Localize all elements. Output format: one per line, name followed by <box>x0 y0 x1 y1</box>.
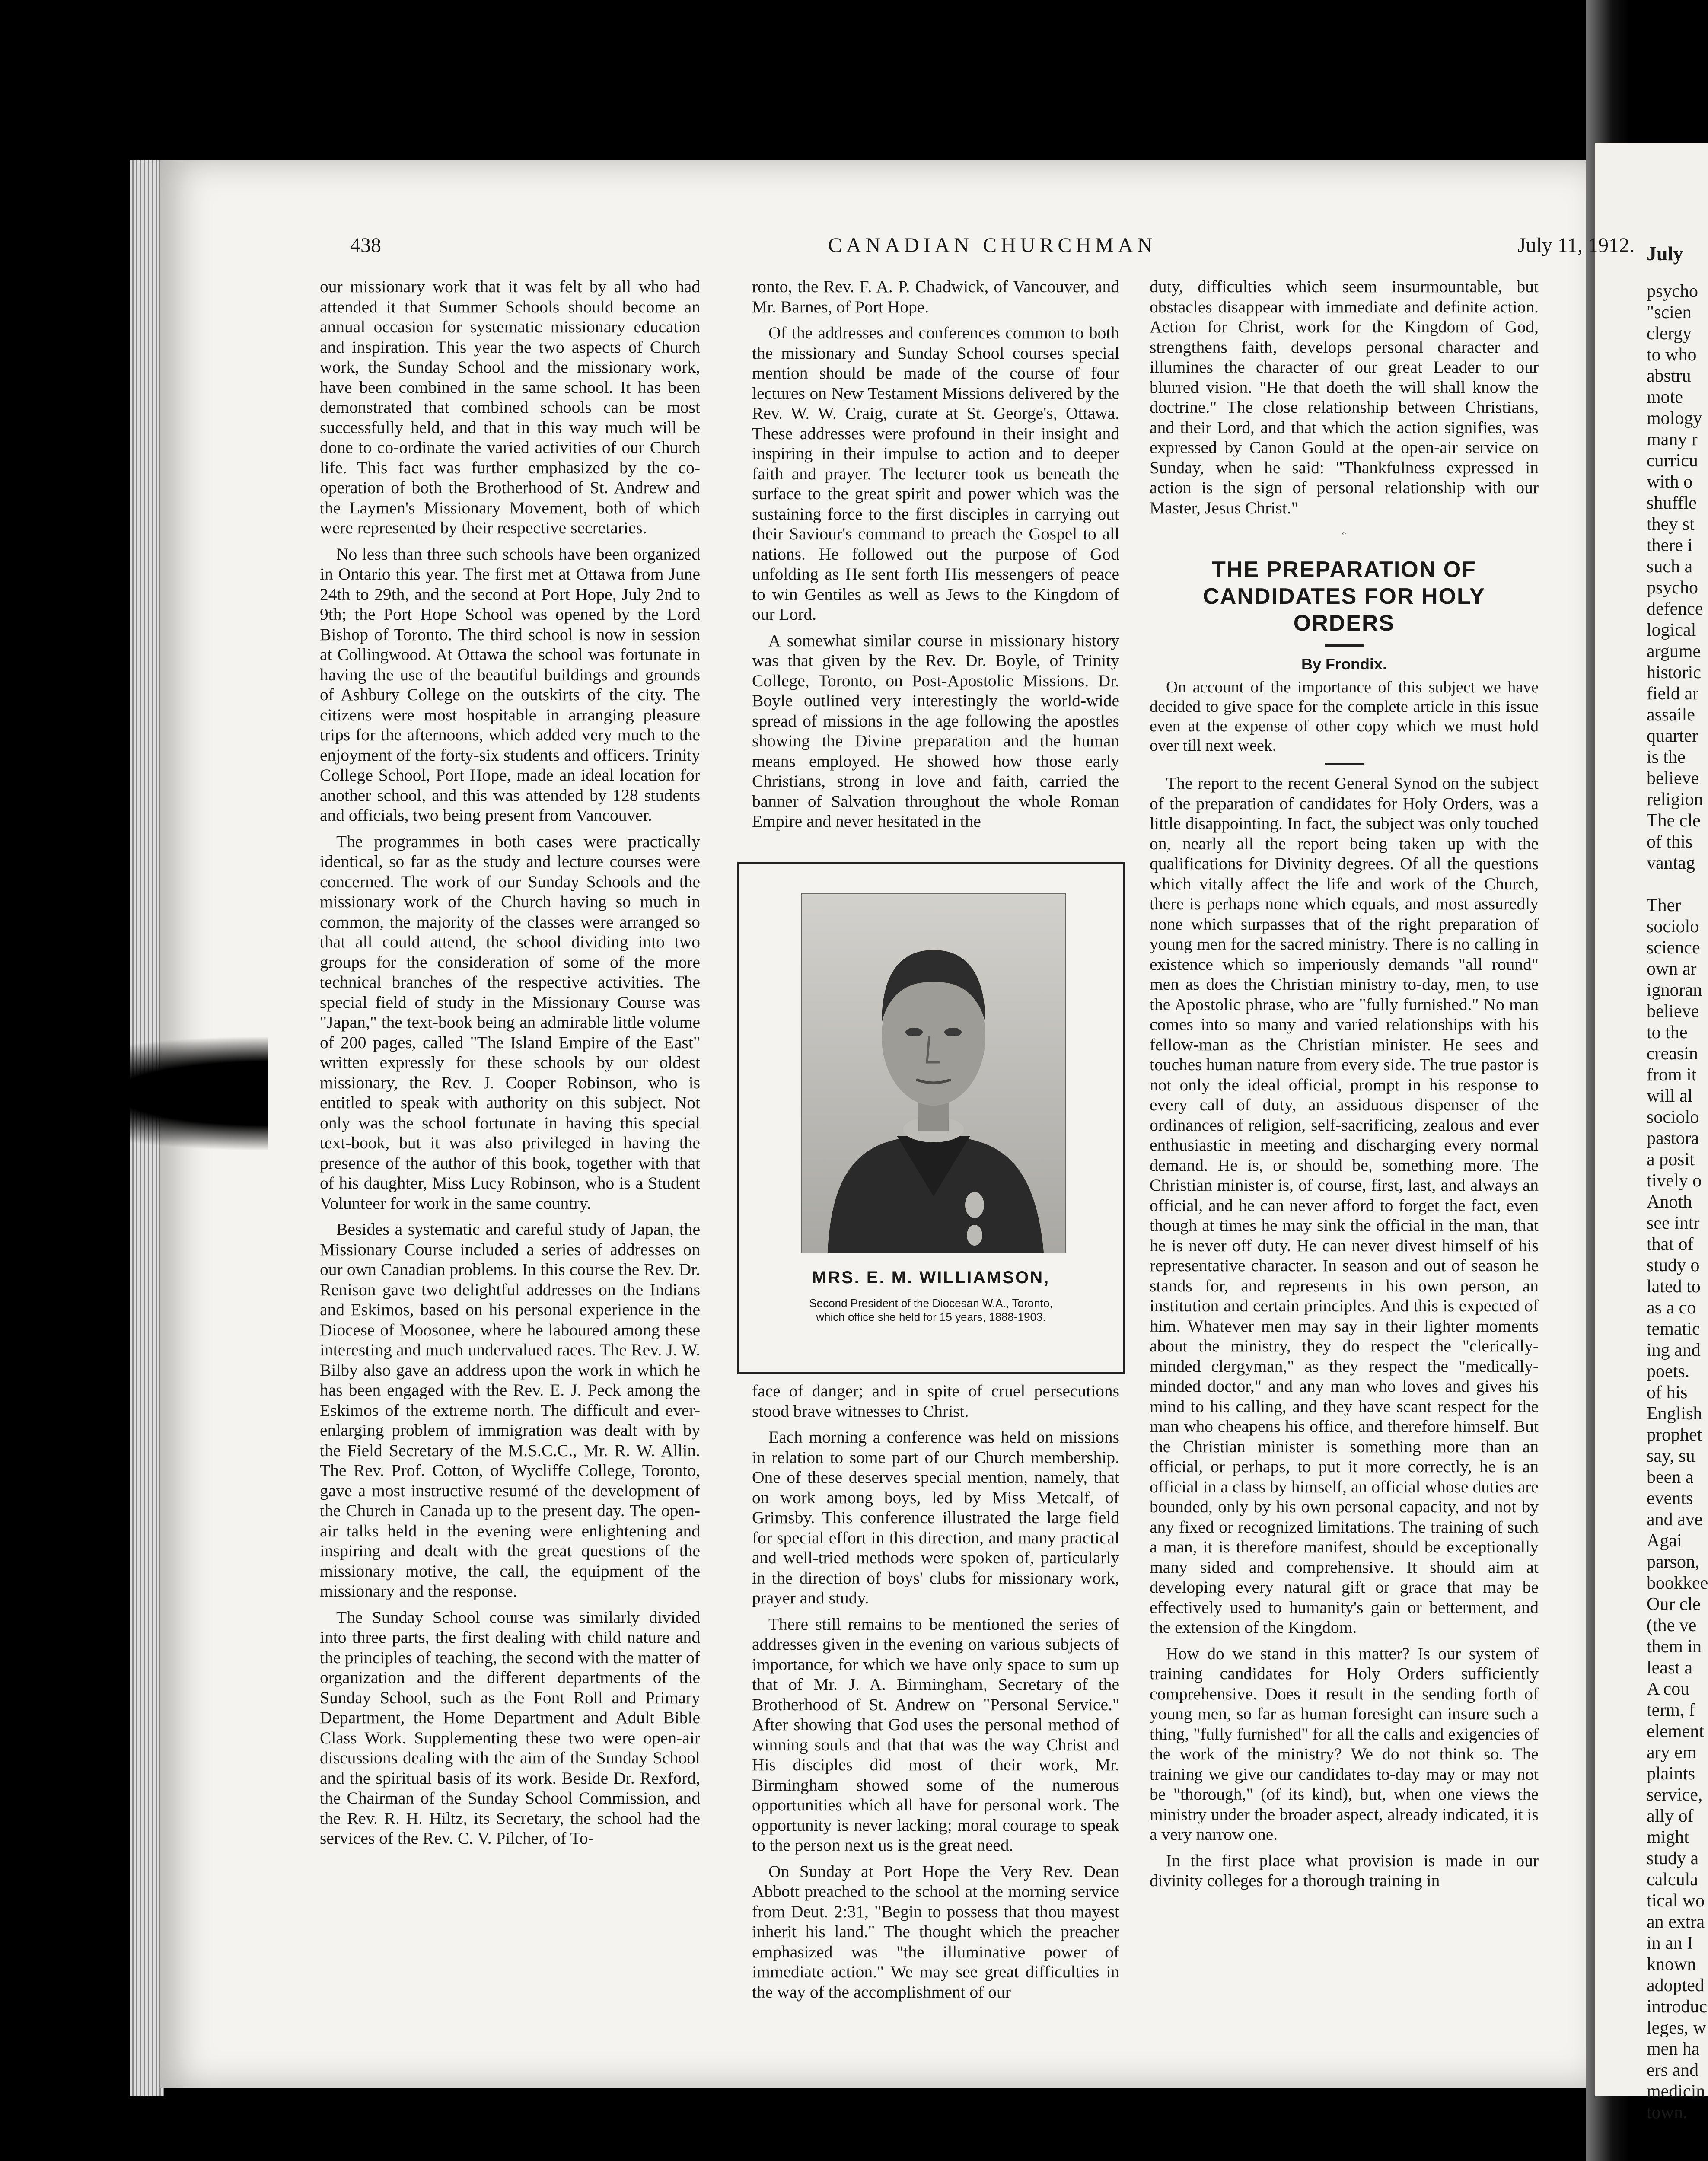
column-2 <box>752 277 1119 832</box>
paragraph: Each morning a conference was held on missions in relation to some part of our Church membership. One of these deserves special mention, namely, that on work among boys, led by Miss Metcalf, of Grimsby. This conference illustrated the large field for special effort in this direction, and many practical and well-tried methods were spoken of, particularly in the direction of boys' clubs for missionary work, prayer and study. <box>752 1428 1119 1607</box>
portrait-photo <box>801 893 1066 1253</box>
editor-note: On account of the importance of this subject we have decided to give space for the complete article in this issue even at the expense of other copy which we must hold over till next week. <box>1150 678 1539 755</box>
paragraph: Of the addresses and conferences common to both the missionary and Sunday School courses special mention should be made of the course of four lectures on New Testament Missions delivered by the Rev. W. W. Craig, curate at St. George's, Ottawa. These addresses were profound in their insight and inspiring in their impulse to action and to deeper faith and prayer. The lecturer took us beneath the surface to the great spirit and power which was the sustaining force to the first disciples in carrying out their Saviour's command to preach the Gospel to all nations. He followed out the purpose of God unfolding as He sent forth His messengers of peace to win Gentiles as well as Jews to the Kingdom of our Lord. <box>752 323 1119 624</box>
column-2-continued <box>752 1381 1119 2002</box>
paragraph: Besides a systematic and careful study of Japan, the Missionary Course included a series of addresses on our own Canadian problems. In this course the Rev. Dr. Renison gave two delightful addresses on the Indians and Eskimos, based on his personal experience in the Diocese of Moosonee, where he laboured among these interesting and much undervalued races. The Rev. J. W. Bilby also gave an address upon the work in which he has been engaged with the Rev. E. J. Peck among the Eskimos of the extreme north. The difficult and ever-enlarging problem of immigration was dealt with by the Field Secretary of the M.S.C.C., Mr. R. W. Allin. The Rev. Prof. Cotton, of Wycliffe College, Toronto, gave a most instructive resumé of the development of the Church in Canada up to the present day. The open-air talks held in the evening were enlightening and inspiring and dealt with the great questions of the missionary motive, the call, the equipment of the missionary and the response. <box>320 1220 700 1600</box>
ornament: ◦ <box>1342 526 1347 541</box>
caption-line: which office she held for 15 years, 1888-1903. <box>816 1310 1046 1323</box>
byline: By Frondix. <box>1301 655 1387 673</box>
right-page-fragment <box>1595 143 1708 2123</box>
paragraph: duty, difficulties which seem insurmountable, but obstacles disappear with immediate and definite action. Action for Christ, work for the Kingdom of God, strengthens faith, develops personal character and illumines the character of our great Leader to our blurred vision. "He that doeth the will shall know the doctrine." The close relationship between Christians, and their Lord, and that which the action signifies, was expressed by Canon Gould at the open-air service on Sunday, when he said: "Thankfulness expressed in action is the sign of personal relationship with our Master, Jesus Christ." <box>1150 277 1539 517</box>
divider <box>1325 644 1364 647</box>
paragraph: The Sunday School course was similarly divided into three parts, the first dealing with child nature and the principles of teaching, the second with the matter of organization and the different departments of the Sunday School, such as the Font Roll and Primary Department, the Home Department and Adult Bible Class Work. Supplementing these two were open-air discussions dealing with the aim of the Sunday School and the spiritual basis of its work. Beside Dr. Rexford, the Chairman of the Sunday School Commission, and the Rev. R. H. Hiltz, its Secretary, the school had the services of the Rev. C. V. Pilcher, of To- <box>320 1607 700 1848</box>
divider <box>1325 763 1364 765</box>
paragraph: A somewhat similar course in missionary history was that given by the Rev. Dr. Boyle, of Trinity College, Toronto, on Post-Apostolic Missions. Dr. Boyle outlined very interestingly the world-wide spread of missions in the age following the apostles showing the Divine preparation and the human means employed. He showed how those early Christians, strong in love and faith, carried the banner of Salvation throughout the whole Roman Empire and never hesitated in the <box>752 631 1119 831</box>
portrait-figure <box>737 862 1125 1374</box>
paragraph: face of danger; and in spite of cruel persecutions stood brave witnesses to Christ. <box>752 1381 1119 1421</box>
paragraph: our missionary work that it was felt by all who had attended it that Summer Schools should become an annual occasion for systematic missionary education and inspiration. This year the two aspects of Church work, the Sunday School and the missionary work, have been combined in the same school. It has been demonstrated that combined schools can be most successfully held, and that in this way much will be done to co-ordinate the varied activities of our Church life. This fact was further emphasized by the co-operation of both the Brotherhood of St. Andrew and the Laymen's Missionary Movement, both of which were represented by their respective secretaries. <box>320 277 700 537</box>
portrait-caption <box>756 1296 1106 1324</box>
paragraph: The programmes in both cases were practically identical, so far as the study and lecture courses were concerned. The work of our Sunday Schools and the missionary work of the Church having so much in common, the majority of the classes were arranged so that all could attend, the school dividing into two groups for the consideration of some of the more technical branches of the respective activities. The special field of study in the Missionary Course was "Japan," the text-book being an admirable little volume of 200 pages, called "The Island Empire of the East" written expressly for these schools by our oldest missionary, the Rev. J. Cooper Robinson, who is entitled to speak with authority on this subject. Not only was the school fortunate in having this special text-book, but it was also privileged in having the presence of the author of this book, together with that of his daughter, Miss Lucy Robinson, who is a Student Volunteer for work in the same country. <box>320 832 700 1213</box>
paragraph: No less than three such schools have been organized in Ontario this year. The first met at Ottawa from June 24th to 29th, and the second at Port Hope, July 2nd to 9th; the Port Hope School was opened by the Lord Bishop of Toronto. The third school is now in session at Collingwood. At Ottawa the school was fortunate in having the use of the beautiful buildings and grounds of Ashbury College on the outskirts of the city. The citizens were most hospitable in arranging pleasure trips for the afternoons, which added very much to the enjoyment of the forty-six students and officers. Trinity College School, Port Hope, made an ideal location for another school, and this was attended by 128 students and officials, two being present from Vancouver. <box>320 544 700 825</box>
paragraph: In the first place what provision is made in our divinity colleges for a thorough training in <box>1150 1851 1539 1890</box>
paragraph: ronto, the Rev. F. A. P. Chadwick, of Vancouver, and Mr. Barnes, of Port Hope. <box>752 277 1119 316</box>
column-3 <box>1150 277 1539 1891</box>
portrait-illustration <box>802 894 1065 1253</box>
article-title <box>1150 556 1539 637</box>
page-number: 438 <box>350 234 381 257</box>
paragraph: How do we stand in this matter? Is our system of training candidates for Holy Orders sufficiently comprehensive. Does it result in the sending forth of young men, so far as human foresight can insure such a thing, "fully furnished" for all the calls and exigencies of the work of the ministry? We do not think so. The training we give our candidates to-day may or may not be "thorough," (of its kind), but, when one views the ministry under the broader aspect, already indicated, it is a very narrow one. <box>1150 1644 1539 1844</box>
paragraph: On Sunday at Port Hope the Very Rev. Dean Abbott preached to the school at the morning service from Deut. 2:31, "Begin to possess that thou mayest inherit his land." The thought which the preacher emphasized was "the illuminative power of immediate action." We may see great difficulties in the way of the accomplishment of our <box>752 1861 1119 2002</box>
article-title-line: THE PREPARATION OF <box>1212 557 1476 582</box>
page-header <box>350 233 1635 268</box>
right-page-text: psycho "scien clergy to who abstru mote mology many r curricu with o shuffle they st there i such a psycho defence logical argume historic field ar assaile quarter is the believe religion The cle of this vantag Ther sociolo science own ar ignoran believe to the creasin from it will al sociolo pastora a posit tively o Anoth see intr that of study o lated to as a co tematic ing and poets. of his English prophet say, su been a events and ave Agai parson, bookkee Our cle (the ve them in least a A cou term, f element ary em plaints service, ally of might study a calcula tical wo an extra in an I known adopted introduc leges, w men ha ers and medicin town. <box>1647 281 1708 2123</box>
paragraph: The report to the recent General Synod on the subject of the preparation of candidates for Holy Orders, was a little disappointing. In fact, the subject was only touched on, nearly all the report being taken up with the qualifications for Divinity degrees. Of all the questions which vitally affect the life and work of the Church, there is perhaps none which equals, and most assuredly none which surpasses that of the right preparation of young men for the sacred ministry. There is no calling in existence which so imperiously demands "all round" men as does the Christian ministry to-day, men, to use the Apostolic phrase, who are "fully furnished." No man comes into so many and varied relationships with his fellow-man as the Christian minister. He sees and touches human nature from every side. The true pastor is not only the ideal official, prompt in his response to every call of duty, an assiduous dispenser of the ordinances of religion, self-sacrificing, zealous and ever enthusiastic in meeting and discharging every normal demand. He is, or should be, something more. The Christian minister is, of course, first, last, and always an official, and he can never afford to forget the fact, even though at times he may sink the official in the man, that he is never off duty. He can never divest himself of his representative character. In season and out of season he stands for, and represents in his own person, an institution and certain principles. And this is expected of him. Whatever men may say in their lighter moments about the ministry, they do respect the "clerically-minded clergyman," as they respect the "medically-minded doctor," and any man who loves and gives his mind to his calling, and they have scant respect for the man who cheapens his office, and therefore himself. But the Christian minister is something more than an official, or perhaps, to put it more correctly, he is an official in a class by himself, an official whose duties are bounded, only by his own personal capacity, and not by any fixed or recognized limitations. The training of such a man, it is therefore manifest, should be exceptionally many sided and comprehensive. It should aim at developing every natural gift or grace that may be effectively used to humanity's gain or betterment, and the extension of the Kingdom. <box>1150 774 1539 1637</box>
publication-title: CANADIAN CHURCHMAN <box>828 234 1157 257</box>
portrait-caption-name: MRS. E. M. WILLIAMSON, <box>812 1268 1050 1287</box>
paragraph: There still remains to be mentioned the series of addresses given in the evening on various subjects of importance, for which we have only space to sum up that of Mr. J. A. Birmingham, Secretary of the Brotherhood of St. Andrew on "Personal Service." After showing that God uses the personal method of winning souls and that that was the way Christ and His disciples did most of their work, Mr. Birmingham showed some of the numerous opportunities which all have for personal work. The opportunity is never lacking; moral courage to speak to the person next us is the great need. <box>752 1614 1119 1855</box>
column-1 <box>320 277 700 1849</box>
caption-line: Second President of the Diocesan W.A., Toronto, <box>809 1297 1053 1310</box>
right-page-header: July <box>1647 242 1683 265</box>
issue-date: July 11, 1912. <box>1517 234 1635 257</box>
thumb-shadow <box>0 1037 268 1150</box>
article-title-line: CANDIDATES FOR HOLY ORDERS <box>1203 583 1485 636</box>
